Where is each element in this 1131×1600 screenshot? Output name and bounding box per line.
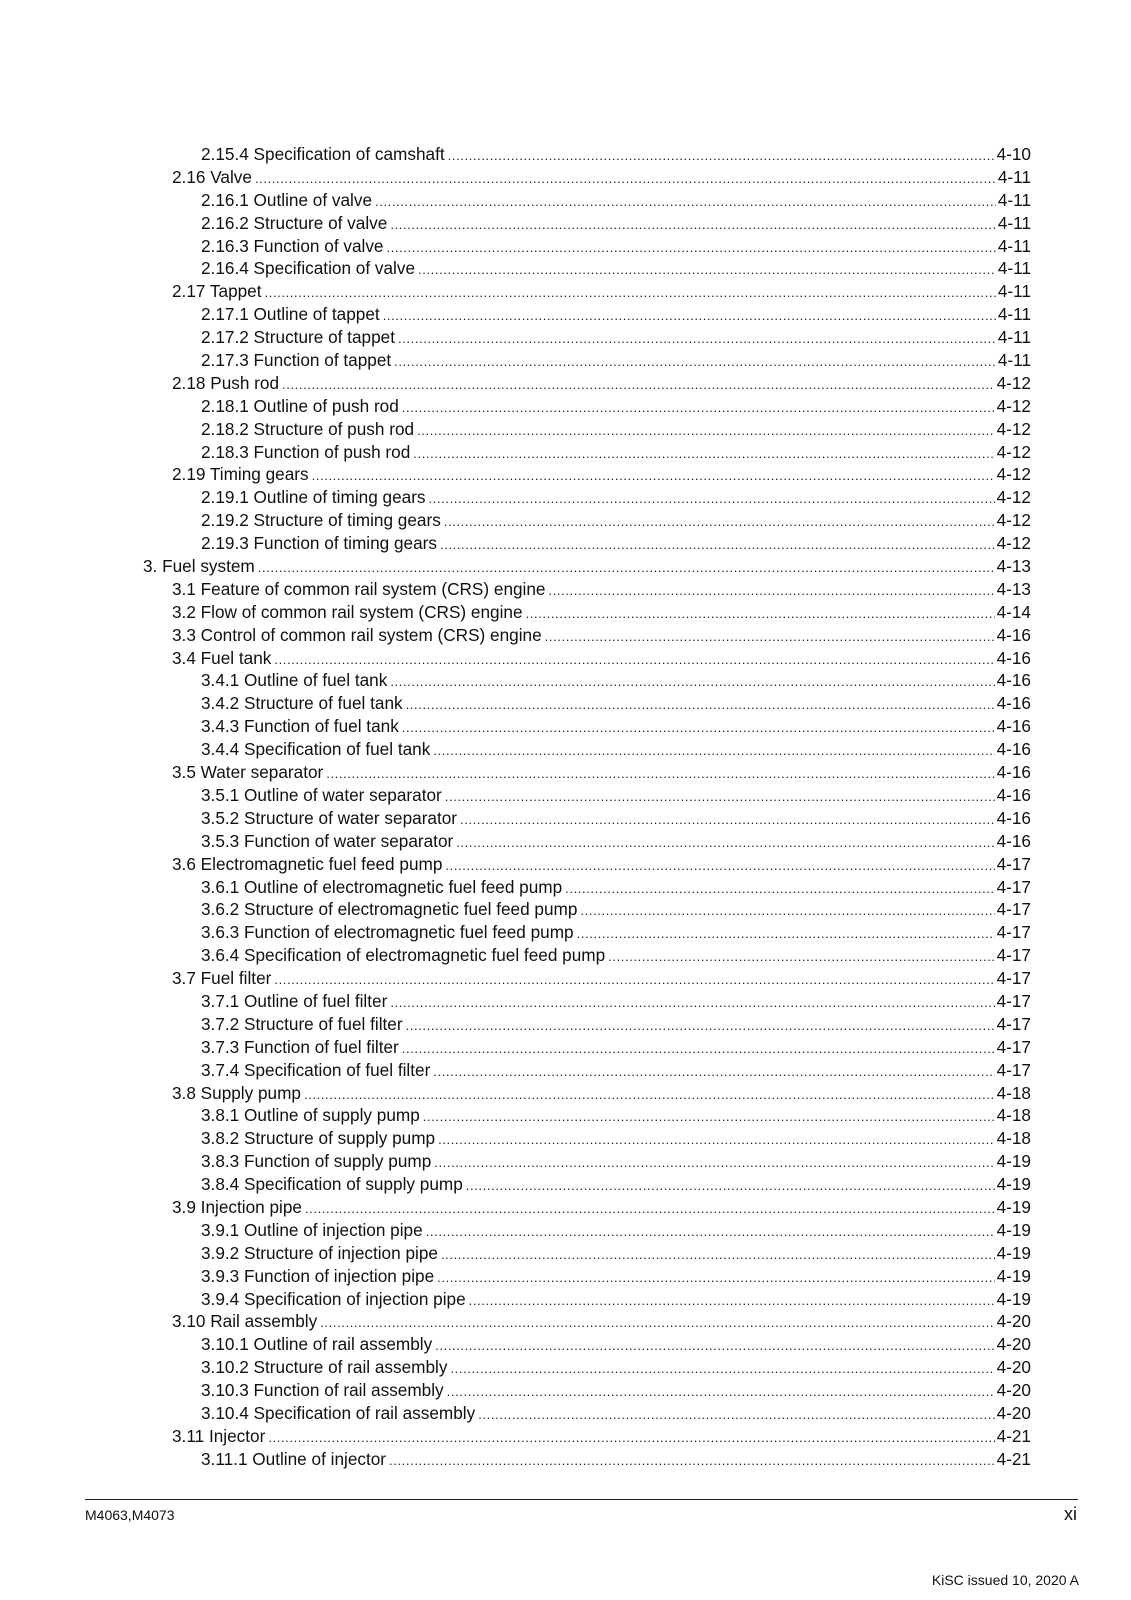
toc-entry[interactable] [201, 1104, 1131, 1127]
toc-entry-page: 4-12 [996, 441, 1031, 462]
toc-dot-leader [433, 740, 994, 763]
toc-entry-title: 2.18.2 Structure of push rod [201, 418, 415, 439]
toc-entry-title: 3.6.1 Outline of electromagnetic fuel feed pump [201, 876, 563, 897]
toc-entry-title: 3.10.1 Outline of rail assembly [201, 1334, 433, 1355]
toc-entry-page: 4-11 [997, 327, 1031, 348]
toc-entry-title: 3.7.4 Specification of fuel filter [201, 1059, 431, 1080]
toc-entry-page: 4-18 [996, 1082, 1031, 1103]
footer-divider [85, 1499, 1078, 1500]
toc-entry-page: 4-17 [996, 990, 1031, 1011]
toc-dot-leader [460, 809, 995, 832]
toc-entry-title: 2.16.4 Specification of valve [201, 258, 416, 279]
toc-entry-page: 4-18 [996, 1105, 1031, 1126]
toc-entry[interactable] [201, 349, 1131, 372]
toc-dot-leader [274, 649, 994, 672]
toc-entry-page: 4-16 [996, 762, 1031, 783]
toc-entry-title: 3.4 Fuel tank [172, 647, 272, 668]
toc-dot-leader [402, 1038, 995, 1061]
toc-entry[interactable] [172, 761, 1131, 784]
toc-dot-leader [418, 259, 996, 282]
toc-dot-leader [402, 397, 995, 420]
toc-entry[interactable] [201, 441, 1131, 464]
toc-entry-page: 4-11 [997, 258, 1031, 279]
toc-dot-leader [255, 168, 996, 191]
toc-dot-leader [413, 443, 994, 466]
toc-dot-leader [312, 465, 995, 488]
toc-entry-title: 3.9.1 Outline of injection pipe [201, 1219, 423, 1240]
toc-entry-title: 3.11 Injector [172, 1425, 266, 1446]
toc-dot-leader [441, 1244, 995, 1267]
toc-entry-title: 3.9.3 Function of injection pipe [201, 1265, 435, 1286]
toc-entry-page: 4-19 [996, 1219, 1031, 1240]
toc-entry-title: 3.8.2 Structure of supply pump [201, 1128, 436, 1149]
toc-entry-title: 3.7.2 Structure of fuel filter [201, 1013, 403, 1034]
toc-entry-page: 4-16 [996, 693, 1031, 714]
toc-dot-leader [447, 1381, 995, 1404]
toc-entry-page: 4-19 [996, 1288, 1031, 1309]
toc-entry-page: 4-20 [996, 1311, 1031, 1332]
toc-dot-leader [304, 1084, 995, 1107]
toc-entry[interactable] [172, 853, 1131, 876]
toc-entry-page: 4-21 [996, 1448, 1031, 1469]
toc-entry-page: 4-12 [996, 372, 1031, 393]
toc-entry[interactable] [201, 784, 1131, 807]
toc-entry[interactable] [201, 303, 1131, 326]
toc-entry[interactable] [201, 235, 1131, 258]
toc-entry-page: 4-12 [996, 464, 1031, 485]
toc-entry[interactable] [201, 921, 1131, 944]
toc-entry-page: 4-11 [997, 350, 1031, 371]
toc-entry-title: 2.16 Valve [172, 166, 252, 187]
toc-dot-leader [426, 1221, 995, 1244]
toc-entry[interactable] [201, 1127, 1131, 1150]
toc-dot-leader [608, 946, 994, 969]
toc-dot-leader [437, 1267, 994, 1290]
toc-dot-leader [580, 900, 994, 923]
toc-entry[interactable] [201, 1219, 1131, 1242]
toc-entry-title: 3.9 Injection pipe [172, 1196, 302, 1217]
toc-dot-leader [469, 1290, 995, 1313]
toc-entry[interactable] [201, 898, 1131, 921]
toc-dot-leader [406, 1015, 995, 1038]
toc-dot-leader [445, 786, 995, 809]
toc-entry-page: 4-11 [997, 281, 1031, 302]
toc-entry-title: 3.9.2 Structure of injection pipe [201, 1242, 438, 1263]
toc-entry[interactable] [201, 1288, 1131, 1311]
toc-entry-title: 3.5.3 Function of water separator [201, 830, 454, 851]
toc-entry-page: 4-11 [997, 166, 1031, 187]
toc-entry-title: 2.18.1 Outline of push rod [201, 395, 399, 416]
toc-entry[interactable] [201, 738, 1131, 761]
toc-entry-title: 2.19.1 Outline of timing gears [201, 487, 426, 508]
toc-entry-page: 4-20 [996, 1357, 1031, 1378]
toc-entry-page: 4-20 [996, 1334, 1031, 1355]
toc-entry[interactable] [172, 372, 1131, 395]
toc-entry-page: 4-19 [996, 1196, 1031, 1217]
toc-entry[interactable] [201, 1242, 1131, 1265]
toc-entry-page: 4-17 [996, 1059, 1031, 1080]
toc-entry-page: 4-17 [996, 922, 1031, 943]
toc-dot-leader [268, 1427, 994, 1450]
toc-dot-leader [305, 1198, 995, 1221]
toc-dot-leader [444, 511, 995, 534]
toc-entry[interactable] [201, 1173, 1131, 1196]
issue-note: KiSC issued 10, 2020 A [931, 1572, 1079, 1588]
toc-entry-page: 4-10 [996, 144, 1031, 164]
toc-entry-page: 4-11 [997, 189, 1031, 210]
toc-entry-title: 3.2 Flow of common rail system (CRS) engine [172, 601, 523, 622]
toc-dot-leader [435, 1335, 994, 1358]
toc-entry[interactable] [172, 463, 1131, 486]
toc-entry-title: 3.10 Rail assembly [172, 1311, 318, 1332]
table-of-contents [0, 143, 1131, 1471]
toc-entry[interactable] [201, 418, 1131, 441]
toc-entry-title: 3.4.1 Outline of fuel tank [201, 670, 388, 691]
toc-entry-page: 4-20 [996, 1380, 1031, 1401]
toc-entry-page: 4-21 [996, 1425, 1031, 1446]
toc-entry-title: 3.9.4 Specification of injection pipe [201, 1288, 466, 1309]
toc-entry-title: 2.19.2 Structure of timing gears [201, 510, 441, 531]
toc-entry[interactable] [201, 669, 1131, 692]
toc-entry[interactable] [172, 1310, 1131, 1333]
toc-entry-page: 4-12 [996, 395, 1031, 416]
toc-entry-page: 4-13 [996, 556, 1031, 577]
toc-entry-page: 4-16 [996, 739, 1031, 760]
toc-dot-leader [565, 878, 994, 901]
toc-entry-title: 3.4.2 Structure of fuel tank [201, 693, 403, 714]
toc-entry[interactable] [201, 1356, 1131, 1379]
toc-entry[interactable] [201, 212, 1131, 235]
toc-entry-page: 4-17 [996, 899, 1031, 920]
toc-entry-page: 4-13 [996, 578, 1031, 599]
toc-entry[interactable] [201, 830, 1131, 853]
toc-dot-leader [265, 282, 996, 305]
toc-entry[interactable] [201, 715, 1131, 738]
toc-entry-title: 3.4.3 Function of fuel tank [201, 716, 399, 737]
toc-dot-leader [434, 1152, 994, 1175]
toc-entry-page: 4-19 [996, 1265, 1031, 1286]
toc-entry-title: 3.4.4 Specification of fuel tank [201, 739, 431, 760]
toc-dot-leader [282, 374, 995, 397]
toc-entry[interactable] [172, 578, 1131, 601]
toc-entry-page: 4-16 [996, 647, 1031, 668]
toc-dot-leader [478, 1404, 994, 1427]
toc-entry[interactable] [172, 166, 1131, 189]
toc-entry-title: 3.10.3 Function of rail assembly [201, 1380, 444, 1401]
toc-entry-title: 3.8 Supply pump [172, 1082, 301, 1103]
toc-entry-title: 3.8.1 Outline of supply pump [201, 1105, 420, 1126]
toc-dot-leader [577, 923, 995, 946]
toc-entry-title: 3.8.3 Function of supply pump [201, 1151, 432, 1172]
toc-entry-title: 2.17.3 Function of tappet [201, 350, 392, 371]
toc-entry-page: 4-11 [997, 235, 1031, 256]
toc-dot-leader [448, 145, 995, 168]
toc-entry-title: 3.10.4 Specification of rail assembly [201, 1402, 476, 1423]
toc-entry[interactable] [201, 1448, 1131, 1471]
toc-entry-page: 4-14 [996, 601, 1031, 622]
toc-entry[interactable] [172, 1082, 1131, 1105]
toc-dot-leader [274, 969, 994, 992]
toc-entry-page: 4-19 [996, 1151, 1031, 1172]
toc-entry-title: 3.6.4 Specification of electromagnetic fuel feed pump [201, 945, 606, 966]
toc-entry[interactable] [201, 509, 1131, 532]
toc-entry-page: 4-12 [996, 418, 1031, 439]
toc-entry[interactable] [201, 532, 1131, 555]
toc-dot-leader [375, 191, 996, 214]
toc-entry-page: 4-16 [996, 716, 1031, 737]
toc-entry-page: 4-19 [996, 1174, 1031, 1195]
toc-dot-leader [466, 1175, 995, 1198]
toc-entry-title: 2.16.1 Outline of valve [201, 189, 373, 210]
toc-entry[interactable] [201, 1036, 1131, 1059]
toc-entry-page: 4-17 [996, 876, 1031, 897]
toc-entry[interactable] [201, 326, 1131, 349]
toc-entry-page: 4-17 [996, 945, 1031, 966]
toc-entry[interactable] [201, 189, 1131, 212]
toc-entry-title: 2.19.3 Function of timing gears [201, 533, 437, 554]
toc-dot-leader [423, 1106, 995, 1129]
toc-entry[interactable] [201, 1402, 1131, 1425]
toc-entry-title: 3.10.2 Structure of rail assembly [201, 1357, 448, 1378]
toc-entry-page: 4-11 [997, 304, 1031, 325]
toc-entry-page: 4-11 [997, 212, 1031, 233]
toc-dot-leader [440, 534, 995, 557]
toc-entry-title: 2.18 Push rod [172, 372, 280, 393]
toc-entry-title: 3.6.3 Function of electromagnetic fuel feed pump [201, 922, 574, 943]
toc-entry[interactable] [201, 257, 1131, 280]
toc-entry-title: 3.8.4 Specification of supply pump [201, 1174, 463, 1195]
toc-dot-leader [406, 694, 995, 717]
toc-entry-title: 3.3 Control of common rail system (CRS) engine [172, 624, 542, 645]
toc-entry[interactable] [201, 143, 1131, 166]
toc-entry[interactable] [201, 692, 1131, 715]
toc-dot-leader [389, 1450, 995, 1473]
toc-entry[interactable] [201, 395, 1131, 418]
toc-entry-title: 2.17.1 Outline of tappet [201, 304, 380, 325]
toc-entry-title: 3.5.1 Outline of water separator [201, 784, 442, 805]
toc-entry[interactable] [172, 1425, 1131, 1448]
toc-entry[interactable] [172, 601, 1131, 624]
toc-entry-page: 4-16 [996, 784, 1031, 805]
toc-entry-page: 4-16 [996, 830, 1031, 851]
toc-entry[interactable] [172, 967, 1131, 990]
toc-dot-leader [429, 488, 995, 511]
toc-dot-leader [417, 420, 995, 443]
toc-dot-leader [438, 1129, 995, 1152]
toc-dot-leader [326, 763, 994, 786]
toc-entry[interactable] [172, 647, 1131, 670]
toc-dot-leader [394, 351, 996, 374]
toc-dot-leader [526, 603, 995, 626]
toc-dot-leader [258, 557, 995, 580]
toc-entry[interactable] [201, 1265, 1131, 1288]
toc-entry-page: 4-12 [996, 533, 1031, 554]
toc-entry[interactable] [201, 1059, 1131, 1082]
toc-dot-leader [398, 328, 996, 351]
toc-entry-page: 4-20 [996, 1402, 1031, 1423]
toc-entry-page: 4-12 [996, 487, 1031, 508]
toc-entry-title: 2.17.2 Structure of tappet [201, 327, 395, 348]
toc-entry-title: 2.18.3 Function of push rod [201, 441, 411, 462]
toc-dot-leader [433, 1061, 994, 1084]
toc-entry-title: 2.17 Tappet [172, 281, 262, 302]
toc-entry-page: 4-17 [996, 968, 1031, 989]
toc-entry[interactable] [172, 1196, 1131, 1219]
toc-dot-leader [545, 626, 995, 649]
toc-entry-page: 4-16 [996, 624, 1031, 645]
toc-entry-title: 3.7.3 Function of fuel filter [201, 1036, 399, 1057]
toc-entry[interactable] [201, 990, 1131, 1013]
toc-dot-leader [390, 992, 994, 1015]
footer-page-number: xi [1064, 1504, 1077, 1524]
toc-dot-leader [320, 1312, 994, 1335]
toc-entry-title: 3. Fuel system [143, 556, 255, 577]
toc-dot-leader [383, 305, 996, 328]
toc-dot-leader [402, 717, 995, 740]
footer-model: M4063,M4073 [85, 1507, 175, 1523]
toc-entry[interactable] [201, 807, 1131, 830]
toc-entry-title: 2.19 Timing gears [172, 464, 309, 485]
toc-entry-page: 4-19 [996, 1242, 1031, 1263]
toc-dot-leader [450, 1358, 994, 1381]
toc-entry[interactable] [172, 280, 1131, 303]
toc-dot-leader [390, 214, 996, 237]
toc-dot-leader [390, 671, 994, 694]
toc-entry[interactable] [201, 1333, 1131, 1356]
toc-entry-title: 3.6.2 Structure of electromagnetic fuel feed pump [201, 899, 578, 920]
toc-entry-page: 4-16 [996, 807, 1031, 828]
toc-entry[interactable] [172, 624, 1131, 647]
toc-entry-title: 3.5 Water separator [172, 762, 324, 783]
toc-entry[interactable] [201, 486, 1131, 509]
toc-entry-page: 4-17 [996, 1013, 1031, 1034]
toc-entry-page: 4-16 [996, 670, 1031, 691]
toc-entry-title: 3.7.1 Outline of fuel filter [201, 990, 388, 1011]
toc-entry-page: 4-18 [996, 1128, 1031, 1149]
toc-entry-title: 3.7 Fuel filter [172, 968, 272, 989]
toc-entry-page: 4-12 [996, 510, 1031, 531]
toc-entry[interactable] [201, 1150, 1131, 1173]
toc-entry-title: 2.16.3 Function of valve [201, 235, 384, 256]
toc-entry-page: 4-17 [996, 853, 1031, 874]
toc-entry[interactable] [201, 1013, 1131, 1036]
toc-entry-title: 3.1 Feature of common rail system (CRS) engine [172, 578, 546, 599]
toc-entry[interactable] [201, 876, 1131, 899]
toc-entry[interactable] [143, 555, 1131, 578]
toc-entry-title: 3.6 Electromagnetic fuel feed pump [172, 853, 443, 874]
toc-entry-title: 2.16.2 Structure of valve [201, 212, 388, 233]
toc-entry-title: 2.15.4 Specification of camshaft [201, 144, 445, 164]
toc-entry-title: 3.11.1 Outline of injector [201, 1448, 387, 1469]
toc-dot-leader [456, 832, 994, 855]
toc-entry-title: 3.5.2 Structure of water separator [201, 807, 458, 828]
toc-dot-leader [549, 580, 995, 603]
toc-entry[interactable] [201, 1379, 1131, 1402]
toc-entry-page: 4-17 [996, 1036, 1031, 1057]
toc-dot-leader [445, 855, 994, 878]
toc-entry[interactable] [201, 944, 1131, 967]
toc-dot-leader [387, 237, 996, 260]
